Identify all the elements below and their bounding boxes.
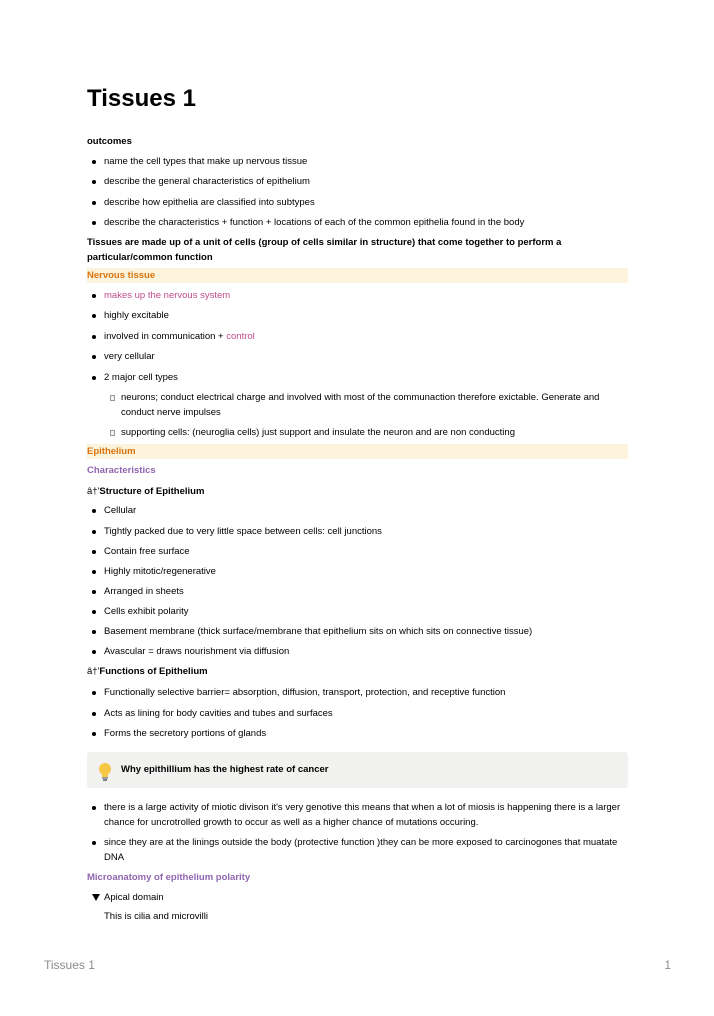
cancer-callout	[87, 752, 628, 788]
epithelium-heading: Epithelium	[87, 444, 628, 459]
intro-paragraph: Tissues are made up of a unit of cells (group of cells similar in structure) that come together to perform a particular/common function	[87, 237, 562, 263]
characteristics-heading: Characteristics	[87, 465, 156, 476]
lightbulb-icon	[97, 762, 113, 782]
page-number: 1	[664, 958, 671, 972]
outcomes-label: outcomes	[87, 136, 132, 147]
apical-domain-text: This is cilia and microvilli	[104, 911, 208, 922]
nervous-tissue-heading: Nervous tissue	[87, 268, 628, 283]
functions-heading: â†'Functions of Epithelium	[87, 666, 208, 677]
page-title: Tissues 1	[87, 85, 196, 112]
footer-title: Tissues 1	[44, 958, 95, 972]
microanatomy-heading: Microanatomy of epithelium polarity	[87, 872, 251, 883]
structure-heading: â†'Structure of Epithelium	[87, 486, 205, 497]
callout-text: Why epithillium has the highest rate of cancer	[121, 764, 329, 775]
triangle-down-icon[interactable]	[92, 894, 100, 901]
